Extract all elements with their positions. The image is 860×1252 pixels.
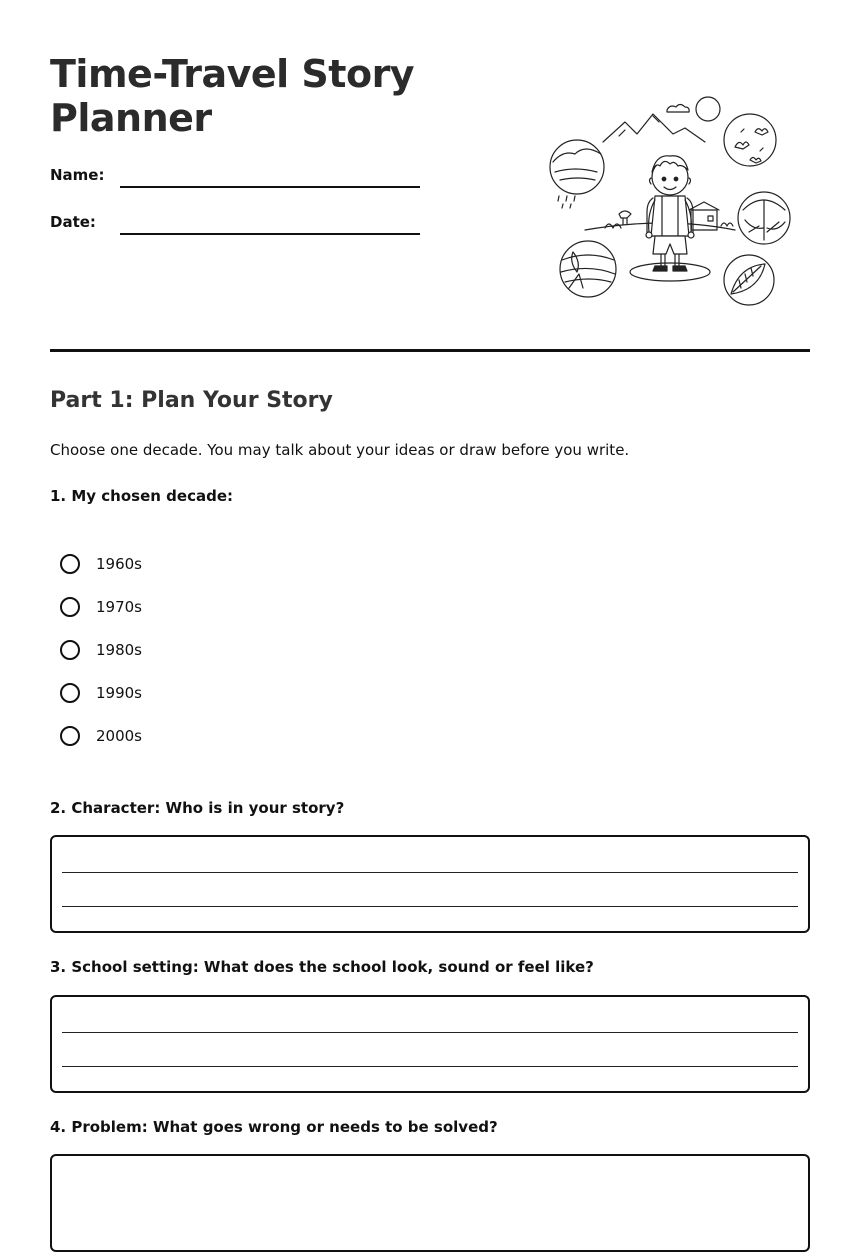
part1-title: Part 1: Plan Your Story	[50, 388, 333, 413]
writing-line	[62, 1032, 798, 1033]
decade-option-1980s[interactable]	[60, 638, 142, 662]
character-answer-box[interactable]	[50, 835, 810, 933]
decade-option-2000s[interactable]	[60, 724, 142, 748]
decade-option-label: 1960s	[96, 555, 142, 573]
name-label: Name:	[50, 166, 105, 184]
problem-answer-box[interactable]	[50, 1154, 810, 1252]
radio-button[interactable]	[60, 640, 80, 660]
section-divider	[50, 349, 810, 352]
question-3-label: 3. School setting: What does the school look, sound or feel like?	[50, 958, 594, 976]
decade-option-label: 1970s	[96, 598, 142, 616]
question-4-label: 4. Problem: What goes wrong or needs to be solved?	[50, 1118, 498, 1136]
date-field[interactable]	[120, 233, 420, 235]
writing-line	[62, 906, 798, 907]
decade-option-1970s[interactable]	[60, 595, 142, 619]
writing-line	[62, 872, 798, 873]
decade-option-1960s[interactable]	[60, 552, 142, 576]
writing-line	[62, 1066, 798, 1067]
decade-option-label: 2000s	[96, 727, 142, 745]
worksheet-title: Time-Travel Story Planner	[50, 52, 415, 140]
radio-button[interactable]	[60, 726, 80, 746]
part1-instructions: Choose one decade. You may talk about your ideas or draw before you write.	[50, 441, 630, 459]
setting-answer-box[interactable]	[50, 995, 810, 1093]
radio-button[interactable]	[60, 554, 80, 574]
decade-option-label: 1980s	[96, 641, 142, 659]
decade-option-1990s[interactable]	[60, 681, 142, 705]
radio-button[interactable]	[60, 597, 80, 617]
radio-button[interactable]	[60, 683, 80, 703]
question-2-label: 2. Character: Who is in your story?	[50, 799, 345, 817]
decade-option-label: 1990s	[96, 684, 142, 702]
boy-time-travel-illustration	[545, 92, 795, 310]
name-field[interactable]	[120, 186, 420, 188]
question-1-label: 1. My chosen decade:	[50, 487, 233, 505]
date-label: Date:	[50, 213, 96, 231]
